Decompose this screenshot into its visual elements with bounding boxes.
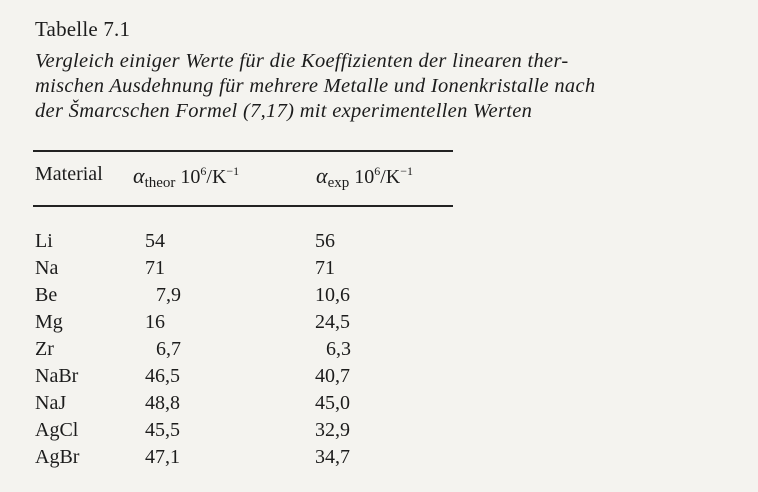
unit-inverse: −1 — [400, 164, 414, 178]
cell-alpha-exp: 45,0 — [315, 392, 350, 414]
unit-mid: /K — [380, 166, 401, 188]
cell-alpha-theor: 45,5 — [145, 419, 180, 441]
cell-material: NaJ — [35, 392, 67, 414]
cell-alpha-exp: 6,3 — [326, 338, 351, 360]
unit-inverse: −1 — [226, 164, 240, 178]
caption-line: der Šmarcschen Formel (7,17) mit experimentellen Werten — [35, 100, 533, 122]
cell-material: Zr — [35, 338, 54, 360]
table-caption — [35, 49, 745, 124]
cell-alpha-exp: 10,6 — [315, 284, 350, 306]
alpha-symbol: α — [316, 163, 328, 188]
header-alpha-theor — [133, 163, 239, 192]
cell-alpha-exp: 32,9 — [315, 419, 350, 441]
unit-exponent: 6 — [200, 164, 207, 178]
theor-subscript: theor — [144, 175, 176, 191]
table-top-rule — [33, 150, 453, 152]
cell-alpha-theor: 7,9 — [156, 284, 181, 306]
cell-alpha-theor: 54 — [145, 230, 165, 252]
unit-exponent: 6 — [374, 164, 381, 178]
cell-alpha-theor: 16 — [145, 311, 165, 333]
unit-base: 10 — [180, 166, 201, 188]
cell-alpha-exp: 71 — [315, 257, 335, 279]
cell-material: Na — [35, 257, 59, 279]
unit-mid: /K — [206, 166, 227, 188]
cell-material: AgBr — [35, 446, 80, 468]
cell-material: Be — [35, 284, 58, 306]
alpha-symbol: α — [133, 163, 145, 188]
cell-alpha-exp: 56 — [315, 230, 335, 252]
cell-material: NaBr — [35, 365, 79, 387]
cell-alpha-theor: 71 — [145, 257, 165, 279]
cell-alpha-exp: 24,5 — [315, 311, 350, 333]
cell-alpha-theor: 47,1 — [145, 446, 180, 468]
exp-subscript: exp — [327, 175, 350, 191]
cell-material: Li — [35, 230, 53, 252]
cell-material: AgCl — [35, 419, 79, 441]
cell-alpha-theor: 6,7 — [156, 338, 181, 360]
cell-alpha-theor: 48,8 — [145, 392, 180, 414]
header-material: Material — [35, 163, 103, 185]
cell-alpha-exp: 34,7 — [315, 446, 350, 468]
table-label: Tabelle 7.1 — [35, 17, 131, 41]
unit-base: 10 — [354, 166, 375, 188]
caption-line: Vergleich einiger Werte für die Koeffizienten der linearen ther- — [35, 50, 569, 72]
header-alpha-exp — [316, 163, 413, 192]
cell-alpha-exp: 40,7 — [315, 365, 350, 387]
table-header-rule — [33, 205, 453, 207]
cell-material: Mg — [35, 311, 63, 333]
cell-alpha-theor: 46,5 — [145, 365, 180, 387]
caption-line: mischen Ausdehnung für mehrere Metalle und Ionenkristalle nach — [35, 75, 596, 97]
